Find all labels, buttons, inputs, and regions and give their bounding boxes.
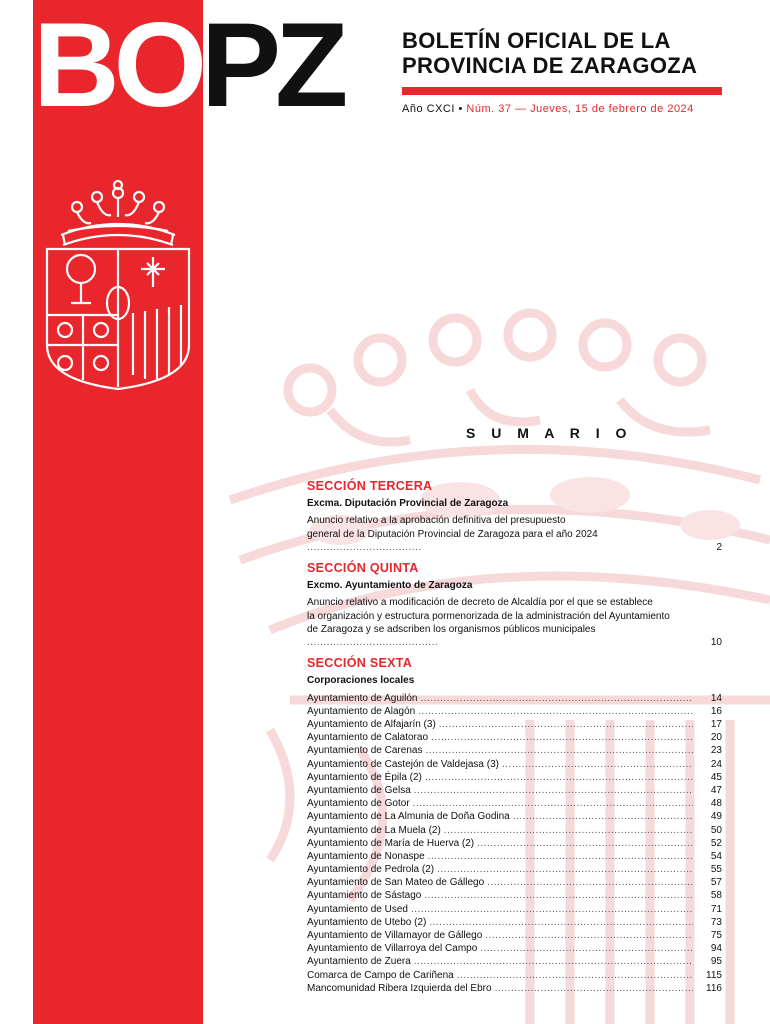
item-label: Ayuntamiento de Villarroya del Campo <box>307 943 478 955</box>
page-number: 73 <box>710 916 722 928</box>
page-number: 23 <box>710 745 722 757</box>
item-label: Ayuntamiento de María de Huerva (2) <box>307 837 475 849</box>
page-number: 20 <box>710 732 722 744</box>
toc-list-item[interactable] <box>307 771 722 784</box>
section-title: SECCIÓN QUINTA <box>307 561 419 576</box>
dot-leader <box>425 771 693 784</box>
item-label: Ayuntamiento de Carenas <box>307 745 423 757</box>
toc-list-item[interactable] <box>307 942 722 955</box>
page-number: 50 <box>710 824 722 836</box>
dot-leader <box>513 810 693 823</box>
toc-list-item[interactable] <box>307 863 722 876</box>
page-number: 58 <box>710 890 722 902</box>
page-number: 47 <box>710 784 722 796</box>
entry-line: Anuncio relativo a la aprobación definitiva del presupuesto <box>307 515 566 527</box>
toc-list-item[interactable] <box>307 916 722 929</box>
item-label: Ayuntamiento de Used <box>307 903 408 915</box>
section-title: SECCIÓN TERCERA <box>307 479 433 493</box>
dot-leader <box>429 916 693 929</box>
item-label: Ayuntamiento de Aguilón <box>307 692 418 704</box>
page-number: 94 <box>710 943 722 955</box>
item-label: Ayuntamiento de La Almunia de Doña Godina <box>307 811 510 823</box>
red-sidebar <box>33 0 203 1024</box>
page-number: 2 <box>716 541 722 553</box>
issue-year: Año CXCI • <box>402 103 463 115</box>
section-title: SECCIÓN SEXTA <box>307 656 413 671</box>
item-label: Ayuntamiento de Nonaspe <box>307 850 425 862</box>
item-label: Ayuntamiento de Zuera <box>307 956 411 968</box>
entry-line: la organización y estructura pormenorizada de la administración del Ayuntamiento <box>307 610 670 622</box>
item-label: Ayuntamiento de Pedrola (2) <box>307 864 435 876</box>
page-number: 95 <box>710 956 722 968</box>
section-organization: Excmo. Ayuntamiento de Zaragoza <box>307 580 473 592</box>
toc-list-item[interactable] <box>307 889 722 902</box>
dot-leader <box>413 797 693 810</box>
dot-leader <box>414 955 693 968</box>
table-of-contents <box>307 480 722 995</box>
toc-list-item[interactable] <box>307 876 722 889</box>
page-number: 75 <box>710 930 722 941</box>
page-number: 14 <box>710 692 722 704</box>
page-number: 52 <box>710 837 722 849</box>
item-label: Ayuntamiento de Calatorao <box>307 732 429 744</box>
issue-detail: Núm. 37 — Jueves, 15 de febrero de 2024 <box>466 103 694 115</box>
dot-leader <box>487 876 693 889</box>
page-number: 45 <box>710 771 722 783</box>
item-label: Mancomunidad Ribera Izquierda del Ebro <box>307 982 492 994</box>
item-label: Ayuntamiento de La Muela (2) <box>307 824 441 836</box>
page-number: 10 <box>710 637 722 649</box>
page-number: 57 <box>710 877 722 889</box>
toc-list-item[interactable] <box>307 758 722 771</box>
page-number: 24 <box>710 758 722 770</box>
dot-leader <box>431 731 693 744</box>
toc-entry[interactable] <box>307 514 722 554</box>
item-label: Ayuntamiento de Épila (2) <box>307 771 422 783</box>
entry-line-last: general de la Diputación Provincial de Zaragoza para el año 2024 ................................... <box>307 528 598 553</box>
entry-line: Anuncio relativo a modificación de decreto de Alcaldía por el que se establece <box>307 597 653 609</box>
dot-leader <box>444 824 693 837</box>
toc-list-item[interactable] <box>307 705 722 718</box>
toc-list-item[interactable] <box>307 718 722 731</box>
publication-title <box>402 28 697 78</box>
toc-list-item[interactable] <box>307 850 722 863</box>
issue-info <box>402 103 694 115</box>
title-rule <box>402 87 722 95</box>
dot-leader <box>428 850 693 863</box>
item-label: Ayuntamiento de Alfajarín (3) <box>307 719 436 730</box>
toc-list-item[interactable] <box>307 969 722 982</box>
dot-leader <box>439 718 693 731</box>
dot-leader <box>418 705 693 718</box>
toc-entry[interactable] <box>307 596 722 649</box>
toc-list-item[interactable] <box>307 903 722 916</box>
item-label: Ayuntamiento de Villamayor de Gállego <box>307 930 483 941</box>
dot-leader <box>425 744 693 757</box>
page-number: 71 <box>710 903 722 915</box>
dot-leader <box>424 889 693 902</box>
item-label: Ayuntamiento de Utebo (2) <box>307 916 427 928</box>
toc-list-item[interactable] <box>307 929 722 942</box>
title-line-1: BOLETÍN OFICIAL DE LA <box>402 28 671 53</box>
page-number: 49 <box>710 811 722 823</box>
page-number: 17 <box>710 719 722 730</box>
page-number: 55 <box>710 864 722 876</box>
coat-of-arms-emblem <box>33 175 203 395</box>
item-label: Ayuntamiento de San Mateo de Gállego <box>307 877 485 889</box>
sumario-heading: S U M A R I O <box>466 425 633 441</box>
dot-leader <box>437 863 693 876</box>
dot-leader <box>477 837 693 850</box>
bopz-logo: BOPZ <box>33 0 343 132</box>
toc-list-item[interactable] <box>307 982 722 995</box>
item-label: Ayuntamiento de Castejón de Valdejasa (3) <box>307 758 499 770</box>
toc-list-item[interactable] <box>307 810 722 823</box>
toc-list-item[interactable] <box>307 955 722 968</box>
title-line-2: PROVINCIA DE ZARAGOZA <box>402 53 698 78</box>
toc-list-item[interactable] <box>307 837 722 850</box>
section-organization: Excma. Diputación Provincial de Zaragoza <box>307 498 509 510</box>
toc-list-item[interactable] <box>307 824 722 837</box>
dot-leader <box>411 903 693 916</box>
toc-list-item[interactable] <box>307 731 722 744</box>
item-label: Ayuntamiento de Sástago <box>307 890 422 902</box>
toc-list-item[interactable] <box>307 784 722 797</box>
page-number: 116 <box>706 982 722 994</box>
page-number: 16 <box>710 705 722 717</box>
dot-leader <box>420 692 693 705</box>
toc-list-item[interactable] <box>307 744 722 757</box>
page-number: 54 <box>710 850 722 862</box>
section-organization: Corporaciones locales <box>307 675 415 687</box>
page-number: 48 <box>710 798 722 810</box>
dot-leader <box>480 942 693 955</box>
dot-leader <box>502 758 693 771</box>
toc-list-item[interactable] <box>307 797 722 810</box>
page-number: 115 <box>706 969 722 981</box>
item-label: Ayuntamiento de Alagón <box>307 705 416 717</box>
dot-leader <box>457 969 693 982</box>
dot-leader <box>414 784 693 797</box>
dot-leader <box>485 929 693 942</box>
entry-line-last: de Zaragoza y se adscriben los organismos públicos municipales ........................................ <box>307 623 596 649</box>
dot-leader <box>495 982 693 995</box>
item-label: Ayuntamiento de Gelsa <box>307 784 411 796</box>
item-label: Ayuntamiento de Gotor <box>307 798 410 810</box>
item-label: Comarca de Campo de Cariñena <box>307 969 454 981</box>
toc-list <box>307 692 722 995</box>
toc-list-item[interactable] <box>307 692 722 705</box>
